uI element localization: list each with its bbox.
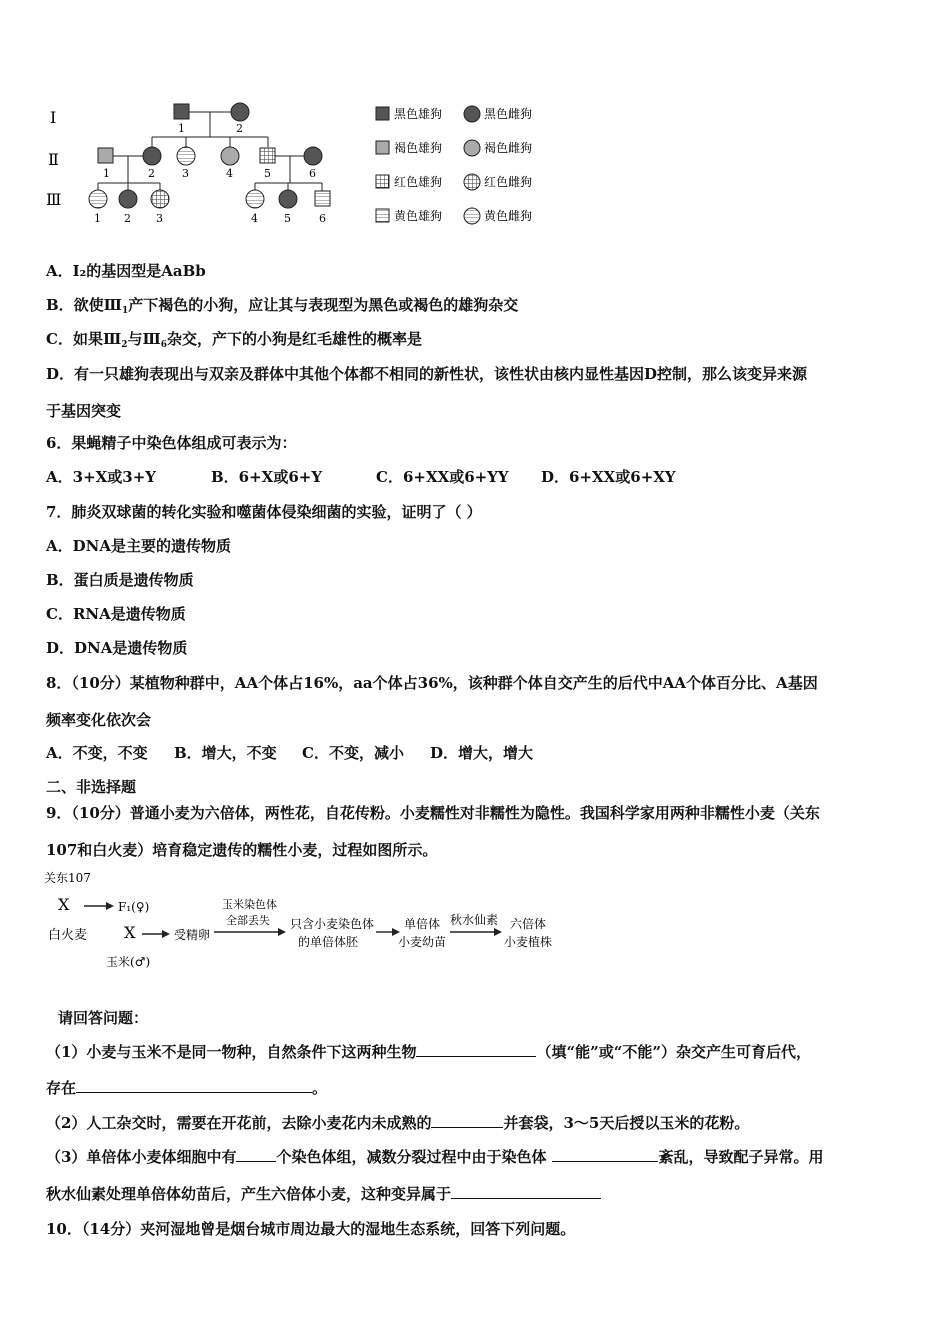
q9-part3: （3）单倍体小麦体细胞中有 个染色体组，减数分裂过程中由于染色体 紊乱，导致配子异常。用 xyxy=(46,1148,824,1166)
q8-stem-line1: 8．（10分）某植物种群中，AA个体占16%，aa个体占36%，该种群个体自交产生的后代中AA个体百分比、A基因 xyxy=(46,674,818,692)
flow-haploid-bottom: 小麦幼苗 xyxy=(398,935,447,949)
q7-option-c: C．RNA是遗传物质 xyxy=(46,605,186,623)
q9-part3-blank-2[interactable] xyxy=(552,1147,658,1162)
legend-black-male: 黑色雄狗 xyxy=(394,107,443,121)
q8-options xyxy=(46,743,533,763)
legend-red-female: 红色雌狗 xyxy=(484,175,533,189)
q9-part1-cont: 存在 。 xyxy=(46,1079,328,1097)
legend-black-male-icon xyxy=(376,107,389,120)
flow-arrow1-bottom: 全部丢失 xyxy=(226,914,270,927)
q6-options xyxy=(46,467,676,487)
legend-black-female-icon xyxy=(464,106,480,122)
legend-red-female-icon xyxy=(464,174,480,190)
q7-option-d: D．DNA是遗传物质 xyxy=(46,639,188,657)
section-heading: 二、非选择题 xyxy=(46,778,137,796)
gen3-female-3 xyxy=(151,190,169,208)
gen2-num-4: 4 xyxy=(226,167,233,180)
pedigree-diagram xyxy=(40,95,600,235)
gen3-num-5: 5 xyxy=(284,212,291,225)
q9-part2-blank[interactable] xyxy=(431,1113,503,1128)
flow-hexaploid-bottom: 小麦植株 xyxy=(504,935,553,949)
q9-part3-blank-1[interactable] xyxy=(236,1147,276,1162)
gen-label-3: Ⅲ xyxy=(46,190,62,209)
q7-option-a: A．DNA是主要的遗传物质 xyxy=(46,537,231,555)
legend-yellow-male-icon xyxy=(376,209,389,222)
gen3-female-5 xyxy=(279,190,297,208)
q5-option-d-line2: 于基因突变 xyxy=(46,402,122,420)
q9-part3-cont: 秋水仙素处理单倍体幼苗后，产生六倍体小麦，这种变异属于 xyxy=(46,1184,601,1204)
gen2-num-6: 6 xyxy=(309,167,316,180)
gen3-num-2: 2 xyxy=(124,212,131,225)
breeding-flow-diagram xyxy=(40,866,600,976)
gen3-num-4: 4 xyxy=(251,212,258,225)
gen-label-2: Ⅱ xyxy=(48,150,59,169)
flow-fertilized-egg: 受精卵 xyxy=(174,928,211,942)
q7-stem: 7．肺炎双球菌的转化实验和噬菌体侵染细菌的实验，证明了（ ） xyxy=(46,503,482,521)
q9-stem-line1: 9．（10分）普通小麦为六倍体，两性花，自花传粉。小麦糯性对非糯性为隐性。我国科学家用两种非糯性小麦（关东 xyxy=(46,804,820,822)
q6-stem: 6．果蝇精子中染色体组成可表示为： xyxy=(46,434,297,452)
q7-option-b: B．蛋白质是遗传物质 xyxy=(46,571,194,589)
q8-option-a: A．不变，不变 xyxy=(46,744,148,762)
gen3-female-1 xyxy=(89,190,107,208)
gen3-num-1: 1 xyxy=(94,212,101,225)
q5-option-d-line1: D．有一只雄狗表现出与双亲及群体中其他个体都不相同的新性状，该性状由核内显性基因D控制，那么该变异来源 xyxy=(46,365,808,383)
gen1-female-2 xyxy=(231,103,249,121)
q8-option-c: C．不变，减小 xyxy=(302,744,404,762)
legend-yellow-female-icon xyxy=(464,208,480,224)
legend-black-female: 黑色雌狗 xyxy=(484,107,533,121)
gen1-male-1 xyxy=(174,104,189,119)
flow-haploid-top: 单倍体 xyxy=(404,917,441,931)
q5-option-c: C．如果$Ⅲ_2$与$Ⅲ_6$杂交，产下的小狗是红毛雄性的概率是 xyxy=(46,330,423,350)
q6-option-b: B．6+X或6+Y xyxy=(211,468,323,486)
gen2-num-1: 1 xyxy=(103,167,110,180)
flow-f1: F₁(♀) xyxy=(118,900,150,914)
gen2-female-3 xyxy=(177,147,195,165)
q5-option-a: A．Ⅰ₂的基因型是AaBb xyxy=(46,262,206,280)
q8-option-d: D．增大，增大 xyxy=(430,744,534,762)
legend-brown-female: 褐色雌狗 xyxy=(484,141,533,155)
legend-brown-female-icon xyxy=(464,140,480,156)
gen3-num-3: 3 xyxy=(156,212,163,225)
legend-brown-male: 褐色雄狗 xyxy=(394,141,443,155)
gen1-num-1: 1 xyxy=(178,122,185,135)
flow-embryo-bottom: 的单倍体胚 xyxy=(298,935,359,949)
q6-option-c: C．6+XX或6+YY xyxy=(376,468,509,486)
legend-red-male-icon xyxy=(376,175,389,188)
q6-option-d: D．6+XX或6+XY xyxy=(541,468,676,486)
flow-corn: 玉米(♂) xyxy=(106,955,151,969)
gen-label-1: Ⅰ xyxy=(50,108,57,127)
legend-yellow-female: 黄色雌狗 xyxy=(484,209,533,223)
gen1-num-2: 2 xyxy=(236,122,243,135)
q9-part1-blank-2[interactable] xyxy=(76,1078,312,1093)
gen2-male-1 xyxy=(98,148,113,163)
q9-stem-line2: 107和白火麦）培育稳定遗传的糯性小麦，过程如图所示。 xyxy=(46,841,438,859)
q10-stem: 10．（14分）夹河湿地曾是烟台城市周边最大的湿地生态系统，回答下列问题。 xyxy=(46,1220,576,1238)
legend-red-male: 红色雄狗 xyxy=(394,175,443,189)
legend-yellow-male: 黄色雄狗 xyxy=(394,209,443,223)
flow-embryo-top: 只含小麦染色体 xyxy=(290,917,375,931)
q9-part3-blank-3[interactable] xyxy=(451,1184,601,1199)
gen2-num-5: 5 xyxy=(264,167,271,180)
q9-part1-blank[interactable] xyxy=(416,1042,536,1057)
gen2-male-5 xyxy=(260,148,275,163)
q9-part1: （1）小麦与玉米不是同一物种，自然条件下这两种生物 （填“能”或“不能”）杂交产生可育后代， xyxy=(46,1043,811,1061)
legend-brown-male-icon xyxy=(376,141,389,154)
gen3-male-6 xyxy=(315,191,330,206)
flow-arrow1-top: 玉米染色体 xyxy=(222,898,277,911)
gen3-female-4 xyxy=(246,190,264,208)
gen2-female-4 xyxy=(221,147,239,165)
flow-guandong: 关东107 xyxy=(44,871,91,885)
gen2-female-2 xyxy=(143,147,161,165)
gen2-female-6 xyxy=(304,147,322,165)
gen2-num-3: 3 xyxy=(182,167,189,180)
gen3-num-6: 6 xyxy=(319,212,326,225)
flow-hexaploid-top: 六倍体 xyxy=(510,917,547,931)
gen3-female-2 xyxy=(119,190,137,208)
q6-option-a: A．3+X或3+Y xyxy=(46,468,156,486)
flow-colchicine: 秋水仙素 xyxy=(450,913,499,927)
q8-stem-line2: 频率变化依次会 xyxy=(46,711,152,729)
flow-baihuo: 白火麦 xyxy=(48,928,88,943)
q5-option-b: B．欲使$Ⅲ_1$产下褐色的小狗，应让其与表现型为黑色或褐色的雄狗杂交 xyxy=(46,296,519,316)
q9-prompt: 请回答问题： xyxy=(58,1009,149,1027)
flow-cross-2: X xyxy=(124,923,136,942)
gen2-num-2: 2 xyxy=(148,167,155,180)
flow-cross-1: X xyxy=(58,895,70,914)
q8-option-b: B．增大，不变 xyxy=(174,744,277,762)
q9-part2: （2）人工杂交时，需要在开花前，去除小麦花内未成熟的 并套袋，3～5天后授以玉米的花粉。 xyxy=(46,1114,750,1132)
